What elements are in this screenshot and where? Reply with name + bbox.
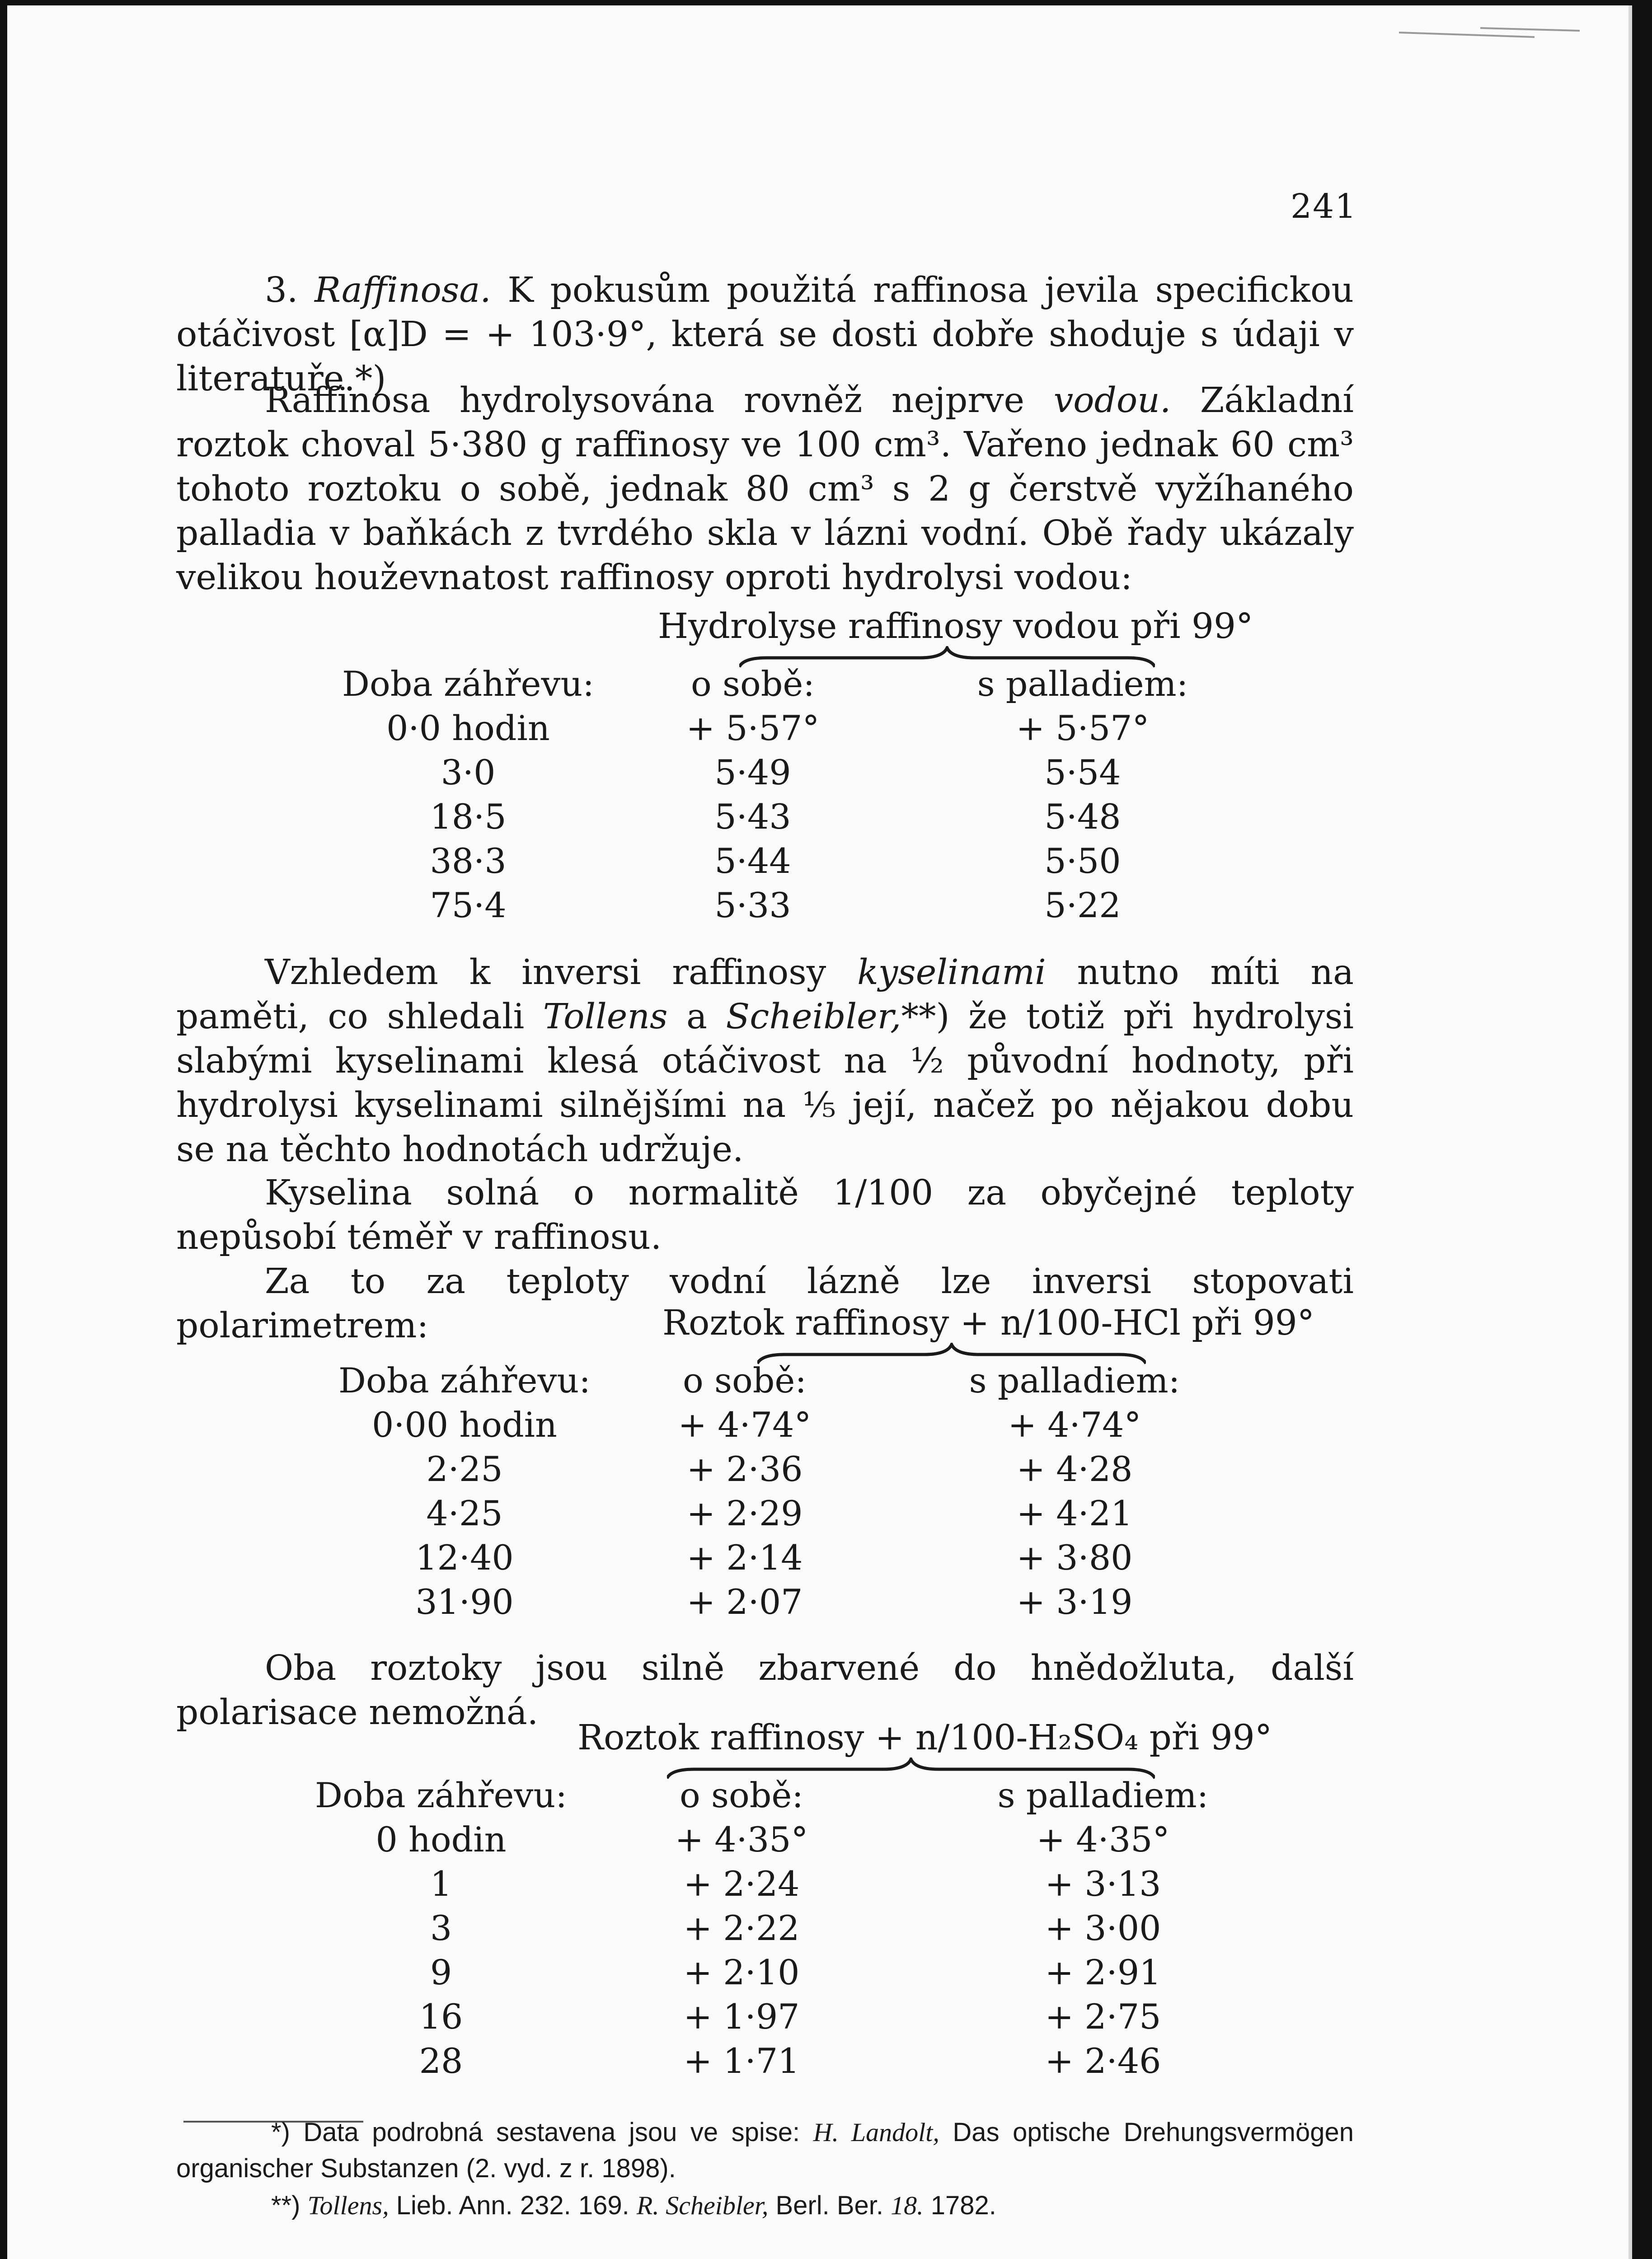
table-cell: + 2·75 (1045, 1996, 1161, 2037)
paragraph-colored-solutions: Oba roztoky jsou silně zbarvené do hnědožluta, další polarisace nemožná. (176, 1648, 1354, 1733)
table-cell: 4·25 (426, 1493, 503, 1533)
table-cell: 5·43 (714, 796, 791, 837)
paragraph-acid-inversion (176, 951, 1354, 1172)
table-cell: 2·25 (426, 1448, 503, 1489)
table-cell: 12·40 (415, 1537, 514, 1578)
italic-text: R. Scheibler, (636, 2191, 769, 2220)
table-cell: + 5·57° (686, 708, 820, 748)
italic-text: H. Landolt, (813, 2118, 939, 2147)
table-row (314, 2039, 1291, 2083)
table-cell: + 3·00 (1045, 1907, 1161, 1948)
table-cell: + 2·46 (1045, 2040, 1161, 2081)
header-cell: o sobě: (683, 1360, 807, 1401)
header-cell: Doba záhřevu: (315, 1775, 567, 1815)
table-cell: + 2·10 (683, 1952, 800, 1992)
table-cell: + 3·19 (1016, 1581, 1133, 1622)
table-cell: 3·0 (441, 752, 496, 792)
table-row (328, 794, 1268, 839)
paragraph-water-hydrolysis (176, 379, 1354, 600)
table-cell: + 2·07 (686, 1581, 803, 1622)
table3-title: Roztok raffinosy + n/100-H₂SO₄ při 99° (577, 1718, 1272, 1758)
footnote-2 (176, 2188, 1354, 2224)
table-cell: + 4·74° (678, 1404, 812, 1445)
italic-text: kyselinami (857, 952, 1046, 993)
table-row (314, 1817, 1291, 1861)
table-cell: 5·48 (1044, 796, 1121, 837)
table-cell: + 4·28 (1016, 1448, 1133, 1489)
table-cell: + 1·97 (683, 1996, 800, 2037)
italic-text: vodou. (1053, 380, 1171, 421)
text-span: **) že totiž při hydrolysi slabými kyselinami klesá otáčivost na ½ původní hodnoty, při hydrolysi kyselinami silnějšími na ⅕ její, načež po nějakou dobu se na těchto hodnotách udržuje. (176, 997, 1354, 1170)
table-row (328, 839, 1268, 883)
italic-text: Tollens, (307, 2191, 389, 2220)
header-cell: o sobě: (680, 1775, 803, 1815)
table3 (314, 1773, 1291, 2083)
italic-text: Tollens (543, 997, 668, 1037)
table-cell: 31·90 (415, 1581, 514, 1622)
table-cell: 5·22 (1044, 885, 1121, 925)
table-cell: + 4·35° (675, 1819, 808, 1860)
table-row (333, 1402, 1255, 1447)
table-cell: + 4·74° (1008, 1404, 1141, 1445)
table-cell: + 4·21 (1016, 1493, 1133, 1533)
text-span: Lieb. Ann. 232. 169. (396, 2191, 629, 2220)
text-span: Das optische Drehungsvermögen organischer Substanzen (2. vyd. z r. 1898). (176, 2118, 1354, 2183)
table-header-row (333, 1358, 1255, 1402)
table-cell: + 2·14 (686, 1537, 803, 1578)
table1 (328, 661, 1268, 927)
table-cell: 18·5 (430, 796, 507, 837)
table-cell: 75·4 (430, 885, 507, 925)
table1-title: Hydrolyse raffinosy vodou při 99° (658, 606, 1253, 647)
table-cell: + 2·29 (686, 1493, 803, 1533)
footnote-mark: *) (271, 2118, 290, 2147)
table-row (314, 1950, 1291, 1994)
header-cell: Doba záhřevu: (342, 663, 594, 704)
table-cell: 5·49 (714, 752, 791, 792)
table-header-row (328, 661, 1268, 706)
table-cell: + 2·36 (686, 1448, 803, 1489)
text-span: Raffinosa hydrolysována rovněž nejprve (265, 380, 1025, 421)
text-span: 1782. (930, 2191, 996, 2220)
table-cell: + 3·13 (1045, 1863, 1161, 1904)
table-row (333, 1535, 1255, 1579)
table-cell: 5·44 (714, 840, 791, 881)
table-cell: + 3·80 (1016, 1537, 1133, 1578)
table-row (328, 706, 1268, 750)
scan-artifact (1399, 19, 1589, 46)
table-cell: + 2·22 (683, 1907, 800, 1948)
page-number: 241 (1291, 187, 1357, 226)
table-row (314, 1906, 1291, 1950)
table-cell: + 1·71 (683, 2040, 800, 2081)
table-cell: + 4·35° (1036, 1819, 1170, 1860)
header-cell: o sobě: (691, 663, 815, 704)
table-cell: 0·00 hodin (372, 1404, 557, 1445)
section-title: Raffinosa. (314, 270, 491, 310)
header-cell: s palladiem: (977, 663, 1188, 704)
table-cell: 5·33 (714, 885, 791, 925)
table-cell: 3 (430, 1907, 452, 1948)
table-row (333, 1447, 1255, 1491)
table-row (328, 750, 1268, 794)
table-cell: + 5·57° (1016, 708, 1150, 748)
table-row (333, 1491, 1255, 1535)
table-cell: 5·50 (1044, 840, 1121, 881)
footnote-mark: **) (271, 2191, 300, 2220)
italic-text: 18. (891, 2191, 924, 2220)
table2 (333, 1358, 1255, 1624)
italic-text: Scheibler, (726, 997, 901, 1037)
header-cell: s palladiem: (997, 1775, 1209, 1815)
text-span: Základní roztok choval 5·380 g raffinosy ve 100 cm³. Vařeno jednak 60 cm³ tohoto roztoku o sobě, jednak 80 cm³ s 2 g čerstvě vyžíhaného palladia v baňkách z tvrdého skla v lázni vodní. Obě řady ukázaly velikou houževnatost raffinosy oproti hydrolysi vodou: (176, 380, 1354, 598)
table-row (314, 1994, 1291, 2039)
table-cell: + 2·91 (1045, 1952, 1161, 1992)
paragraph-polarimeter: Za to za teploty vodní lázně lze inversi stopovati polarimetrem: (176, 1261, 1354, 1346)
table-cell: 38·3 (430, 840, 507, 881)
section-number: 3. (265, 270, 298, 310)
table-cell: 1 (430, 1863, 452, 1904)
page (7, 5, 1632, 2259)
paragraph-hcl: Kyselina solná o normalitě 1/100 za obyčejné teploty nepůsobí téměř v raffinosu. (176, 1173, 1354, 1257)
text-span: Data podrobná sestavena jsou ve spise: (303, 2118, 800, 2147)
section-intro-text: K pokusům použitá raffinosa jevila specifickou otáčivost [α]D = + 103·9°, která se dosti dobře shoduje s údaji v literatuře.*) (176, 270, 1354, 399)
table-row (328, 883, 1268, 927)
text-span: a (686, 997, 707, 1037)
table-cell: 0·0 hodin (386, 708, 550, 748)
text-span: Vzhledem k inversi raffinosy (265, 952, 826, 993)
header-cell: s palladiem: (969, 1360, 1180, 1401)
header-cell: Doba záhřevu: (338, 1360, 591, 1401)
table-cell: 5·54 (1044, 752, 1121, 792)
table-row (314, 1861, 1291, 1906)
table-cell: 16 (419, 1996, 463, 2037)
table-header-row (314, 1773, 1291, 1817)
table-cell: 9 (430, 1952, 452, 1992)
table2-title: Roztok raffinosy + n/100-HCl při 99° (662, 1303, 1315, 1343)
footnote-1 (176, 2114, 1354, 2187)
table-cell: 0 hodin (375, 1819, 507, 1860)
table-row (333, 1579, 1255, 1624)
table-cell: + 2·24 (683, 1863, 800, 1904)
table-cell: 28 (419, 2040, 463, 2081)
text-span: nutno míti na paměti, co shledali (176, 952, 1354, 1037)
text-span: Berl. Ber. (775, 2191, 884, 2220)
